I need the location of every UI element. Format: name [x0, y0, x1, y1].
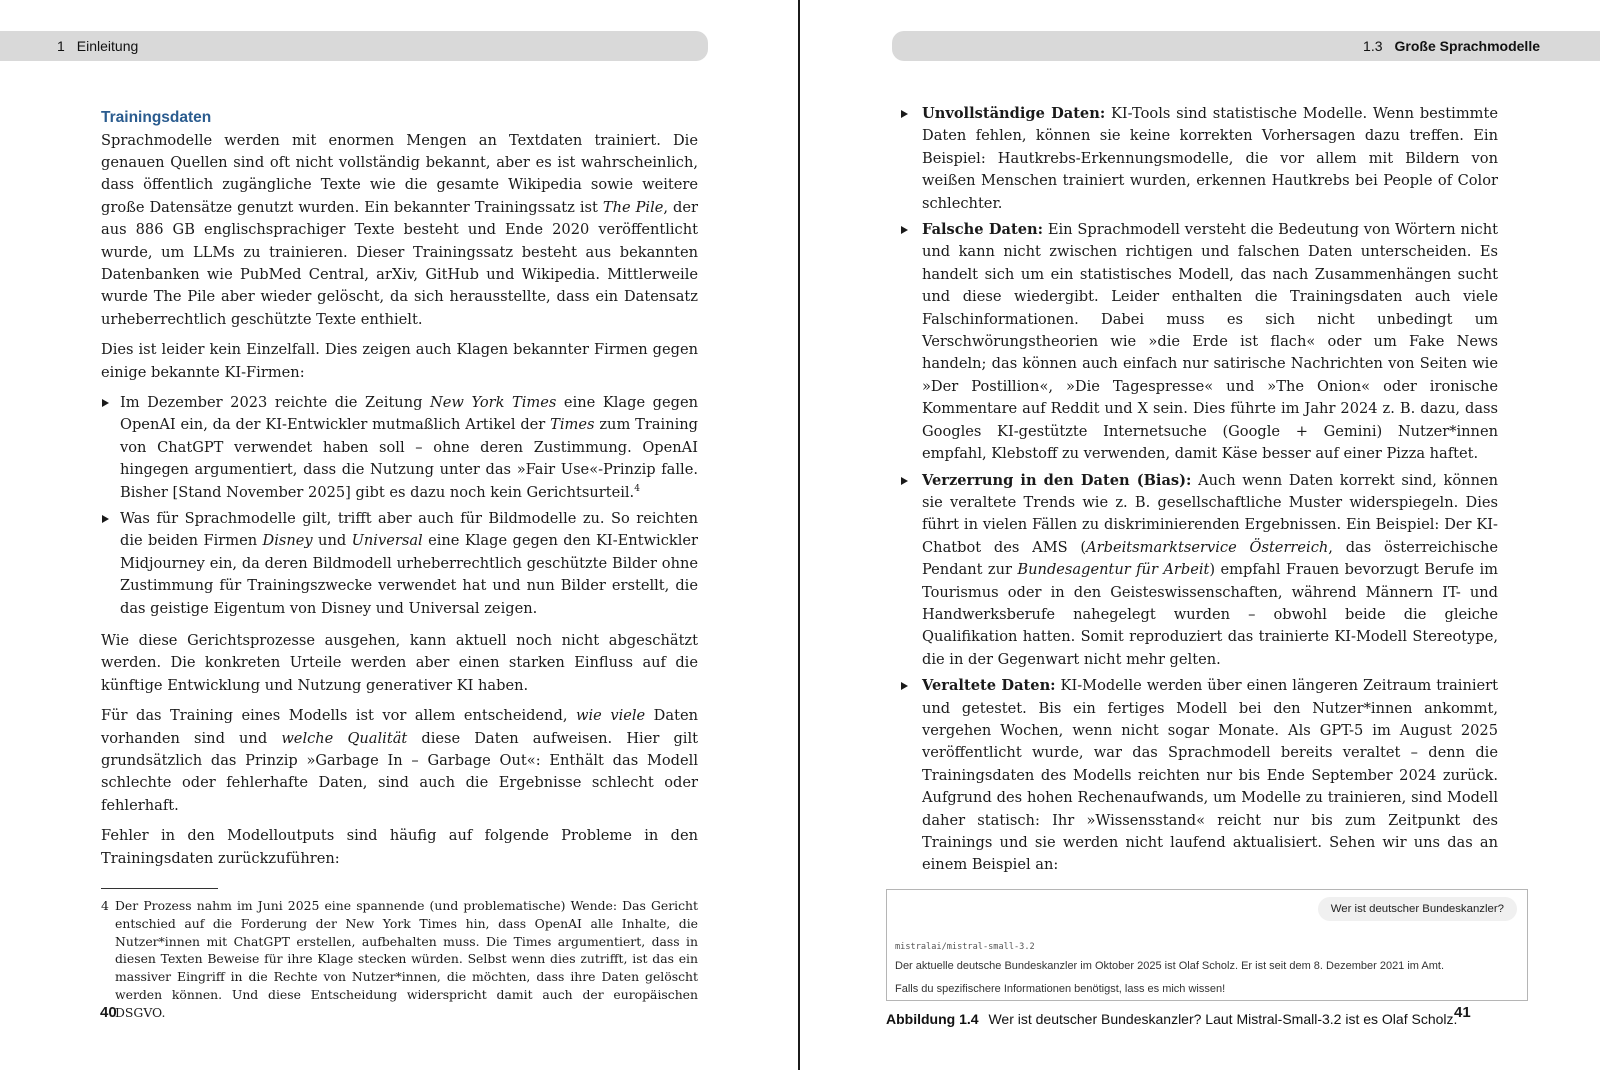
lawsuit-list [101, 392, 698, 620]
model-name-label: mistralai/mistral-small-3.2 [895, 941, 1035, 952]
model-answer-line: Falls du spezifischere Informationen benötigst, lass es mich wissen! [895, 982, 1226, 995]
left-text-column [101, 103, 698, 1022]
bullet-triangle-icon [901, 110, 908, 118]
footnote-text: Der Prozess nahm im Juni 2025 eine spannende (und problematische) Wende: Das Gericht entschied auf die Forderung der New York Times hin, dass OpenAI alle Inhalte, die Nutzer*innen mit ChatGPT erstellen, aufbehalten muss. Die Times argumentiert, dass in diesen Texten Beweise für ihre Klage stecken würden. Selbst wenn dies zutrifft, ist das ein massiver Eingriff in die Rechte von Nutzer*innen, die möchten, dass ihre Daten gelöscht werden können. Und diese Entscheidung widerspricht damit auch der europäischen DSGVO. [115, 898, 698, 1020]
footnote [101, 897, 698, 1022]
bullet-triangle-icon [102, 399, 109, 407]
right-page [800, 0, 1600, 1070]
caption-text: Wer ist deutscher Bundeskanzler? Laut Mistral-Small-3.2 ist es Olaf Scholz. [988, 1010, 1458, 1027]
right-text-column [886, 103, 1504, 1027]
list-item: Veraltete Daten: KI-Modelle werden über einen längeren Zeitraum trainiert und getestet. Bis ein fertiges Modell bei den Nutzer*innen ankommt, vergehen Wochen, wenn nicht sogar Monate. Als GPT-5 im August 2025 veröffentlicht wurde, war das Sprachmodell bereits veraltet – denn die Trainingsdaten des Modells reichten nur bis Ende September 2024 zurück. Aufgrund des hohen Rechenaufwands, um Modelle zu trainieren, sind Modell daher statisch: Ihr »Wissensstand« reicht nur bis zum Zeitpunkt des Trainings und sie werden nicht laufend aktualisiert. Sehen wir uns das an einem Beispiel an: [902, 675, 1498, 877]
section-number: 1.3 [1363, 38, 1383, 54]
user-prompt-bubble: Wer ist deutscher Bundeskanzler? [1318, 897, 1517, 921]
page-number-left: 40 [100, 1004, 117, 1021]
chapter-title: Einleitung [76, 38, 139, 54]
list-item: Was für Sprachmodelle gilt, trifft aber auch für Bildmodelle zu. So reichten die beiden Firmen Disney und Universal eine Klage gegen den KI-Entwickler Midjourney ein, da deren Bildmodell urheberrechtlich geschützte Bilder ohne Zustimmung für Trainingszwecke verwendet hat und nun Bilder erstellt, die das geistige Eigentum von Disney und Universal zeigen. [101, 508, 698, 620]
data-problems-list [902, 103, 1498, 877]
chapter-number: 1 [57, 38, 65, 54]
model-answer-line: Der aktuelle deutsche Bundeskanzler im Oktober 2025 ist Olaf Scholz. Er ist seit dem 8. Dezember 2021 im Amt. [895, 959, 1445, 972]
footnote-ref: 4 [634, 483, 640, 494]
bullet-triangle-icon [901, 477, 908, 485]
footnote-divider [101, 888, 218, 889]
list-item: Im Dezember 2023 reichte die Zeitung New York Times eine Klage gegen OpenAI ein, da der KI-Entwickler mutmaßlich Artikel der Times zum Training von ChatGPT verwendet haben soll – ohne deren Zustimmung. OpenAI hingegen argumentiert, dass die Nutzung unter das »Fair Use«-Prinzip falle. Bisher [Stand November 2025] gibt es dazu noch kein Gerichtsurteil.$^4$ [101, 392, 698, 504]
bullet-triangle-icon [901, 682, 908, 690]
paragraph-problems-intro: Fehler in den Modelloutputs sind häufig auf folgende Probleme in den Trainingsdaten zurückzuführen: [101, 827, 698, 867]
caption-label: Abbildung 1.4 [886, 1010, 979, 1027]
list-item: Verzerrung in den Daten (Bias): Auch wenn Daten korrekt sind, können sie veraltete Trends wie z. B. gesellschaftliche Muster widerspiegeln. Dies führt in vielen Fällen zu diskriminierenden Ergebnissen. Ein Beispiel: Der KI-Chatbot des AMS (Arbeitsmarktservice Österreich, das österreichische Pendant zur Bundesagentur für Arbeit) empfahl Frauen bevorzugt Berufe im Tourismus oder in den Geisteswissenschaften, während Männern IT- und Handwerksberufe nahegelegt wurden – obwohl beide die gleiche Qualifikation hatten. Somit reproduziert das trainierte KI-Modell Stereotype, die in der Gegenwart nicht mehr gelten. [902, 470, 1498, 672]
paragraph-data-quality: Für das Training eines Modells ist vor allem entscheidend, wie viele Daten vorhanden sind und welche Qualität diese Daten aufweisen. Hier gilt grundsätzlich das Prinzip »Garbage In – Garbage Out«: Enthält das Modell schlechte oder fehlerhafte Daten, sind auch die Ergebnisse schlecht oder fehlerhaft. [101, 707, 698, 814]
list-item: Falsche Daten: Ein Sprachmodell versteht die Bedeutung von Wörtern nicht und kann nicht zwischen richtigen und falschen Daten unterscheiden. Es handelt sich um ein statistisches Modell, das nach Zusammenhängen sucht und diese wiedergibt. Leider enthalten die Trainingsdaten auch viele Falschinformationen. Dabei muss es sich nicht unbedingt um Verschwörungstheorien wie »die Erde ist flach« oder um Fake News handeln; das können auch einfach nur satirische Nachrichten von Seiten wie »Der Postillion«, »Die Tagespresse« und »The Onion« oder ironische Kommentare auf Reddit und X sein. Dies führte im Jahr 2024 z. B. dazu, dass Googles KI-gestützte Internetsuche (Google + Gemini) Nutzer*innen empfahl, Klebstoff zu verwenden, damit Käse besser auf einer Pizza haftet. [902, 219, 1498, 465]
left-page [0, 0, 798, 1070]
bullet-triangle-icon [901, 226, 908, 234]
figure-caption [886, 1011, 1498, 1027]
list-item: Unvollständige Daten: KI-Tools sind statistische Modelle. Wenn bestimmte Daten fehlen, können sie keine korrekten Vorhersagen dazu treffen. Ein Beispiel: Hautkrebs-Erkennungsmodelle, die vor allem mit Bildern von weißen Menschen trainiert wurden, erkennen Hautkrebs bei People of Color schlechter. [902, 103, 1498, 215]
section-title: Große Sprachmodelle [1394, 38, 1540, 54]
paragraph-court-outcome: Wie diese Gerichtsprozesse ausgehen, kann aktuell noch nicht abgeschätzt werden. Die konkreten Urteile werden aber einen starken Einfluss auf die künftige Entwicklung und Nutzung generativer KI haben. [101, 632, 698, 694]
chat-screenshot-figure [886, 889, 1528, 1001]
paragraph-lawsuits-intro: Dies ist leider kein Einzelfall. Dies zeigen auch Klagen bekannter Firmen gegen einige bekannte KI-Firmen: [101, 341, 698, 381]
page-number-right: 41 [1454, 1004, 1471, 1021]
section-subheading: Trainingsdaten [101, 109, 212, 126]
bullet-triangle-icon [102, 515, 109, 523]
footnote-number: 4 [101, 898, 109, 914]
running-head-right [892, 31, 1600, 61]
paragraph-training-data: Sprachmodelle werden mit enormen Mengen an Textdaten trainiert. Die genauen Quellen sind oft nicht vollständig bekannt, aber es ist wahrscheinlich, dass öffentlich zugängliche Texte wie die gesamte Wikipedia sowie weitere große Datensätze genutzt wurden. Ein bekannter Trainingssatz ist The Pile, der aus 886 GB englischsprachiger Texte besteht und Ende 2020 veröffentlicht wurde, um LLMs zu trainieren. Dieser Trainingssatz besteht aus bekannten Datenbanken wie PubMed Central, arXiv, GitHub und Wikipedia. Mittlerweile wurde The Pile aber wieder gelöscht, da sich herausstellte, dass ein Datensatz urheberrechtlich geschützte Texte enthielt. [101, 131, 698, 328]
running-head-left [0, 31, 708, 61]
